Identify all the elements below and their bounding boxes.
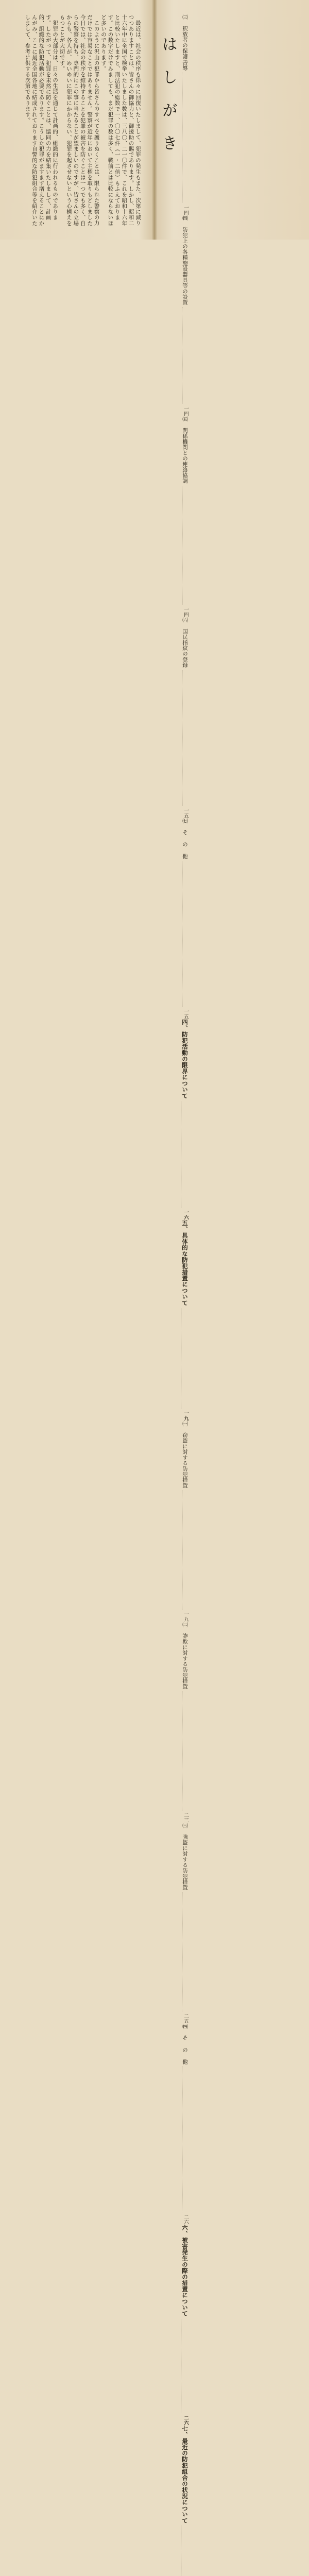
toc-list bbox=[179, 14, 189, 2576]
preface-paragraph: このように沢山の犯罪から皆さんのすべてを護りぬくことは、限られた警察の力だけでは容易なことではありません。警察が近年において主権を取りもどしました今日では、社会の秩序を維持することを犯罪の被害を防ぐことは一つでも多く、自らの警察を持ち、専門的にこの事に当たることが望ましいのですが、皆さんの立場からも、各人が、めいめいに犯罪にかからない、犯罪を起させないという心構えをもつことが大切です。 bbox=[59, 14, 100, 226]
toc-item bbox=[182, 617, 189, 818]
toc-item bbox=[181, 1220, 189, 1421]
toc-item bbox=[182, 818, 189, 1019]
toc-item-label: ㈣ 防犯上の各種施設器具等の設置 bbox=[182, 215, 188, 306]
toc-item-label: 七、最近の防犯組合の状況について bbox=[181, 2426, 188, 2524]
preface-paragraph: 犯罪の大部分は、日々の生活を通じて計画的、組織的に行われるものであります。したがって、犯罪を未然に防ぐことは、協同の力を結集いたしまして、計画的、組織的な防犯活動が必要であります。こうした犯罪がますます増えることにかんがみ、ここに最近全国各地に結成されております自警的な防犯組合等を紹介いたしまして、参考に供する次第であります。 bbox=[24, 14, 59, 226]
toc-item bbox=[182, 215, 189, 416]
toc-page-number: 一九 bbox=[183, 1411, 188, 1421]
toc-item bbox=[182, 416, 189, 617]
toc-page-number: 一六 bbox=[183, 1210, 188, 1220]
toc-leader-dots bbox=[182, 307, 186, 404]
toc-page-number: 二五 bbox=[183, 2013, 188, 2024]
toc-item bbox=[181, 1019, 189, 1220]
toc-page-number: 一四 bbox=[183, 607, 188, 617]
toc-item-label: ㈠ 窃盗に対する防犯措置 bbox=[182, 1421, 188, 1488]
toc-page-number: 一四 bbox=[183, 205, 188, 215]
toc-item bbox=[182, 2024, 189, 2225]
toc-item bbox=[181, 2225, 189, 2426]
toc-item bbox=[182, 1622, 189, 1823]
toc-page-number: 二三 bbox=[183, 1812, 188, 1823]
toc-page-number: 一九 bbox=[183, 1612, 188, 1622]
toc-leader-dots bbox=[182, 1691, 186, 1810]
toc-leader-dots bbox=[182, 73, 186, 203]
toc-page-number: 一四 bbox=[183, 406, 188, 416]
toc-page-number: 一五 bbox=[183, 1009, 188, 1019]
preface-body bbox=[18, 14, 141, 230]
toc-leader-dots bbox=[181, 1308, 186, 1409]
toc-item-label: ㈡ 詐欺に対する防犯措置 bbox=[182, 1622, 188, 1689]
toc-page-number: 一五 bbox=[183, 808, 188, 818]
toc-item-label: ㈥ 国民指紋の登録 bbox=[182, 617, 188, 668]
toc-leader-dots bbox=[182, 1490, 186, 1609]
toc-item bbox=[181, 2426, 189, 2576]
preface-heading: はしがき bbox=[159, 36, 177, 168]
left-page bbox=[0, 0, 153, 240]
toc-page-number: 二六 bbox=[183, 2214, 188, 2225]
preface-paragraph: 最近は、社会の秩序も徐々に回復いたしまして、犯罪の発生もまた、次第に減りつつありますことは、皆さんの御協力と、御援助の賜であります。しかし、昭和二十六年中に全国で検挙いたしました数は、三八〇、二一〇件で、これを昭和十六年と比較いたしますと、刑法犯の総数で一、〇〇七件（一・二倍）もふえております。この数字だけでみましても、まだ犯罪の数は多く、戦前とは比較にならないほど多いのであります。 bbox=[100, 14, 141, 226]
toc-item bbox=[182, 1823, 189, 2024]
toc-leader-dots bbox=[181, 1101, 186, 1208]
toc-item-label: ㈢ 釈放者の保護善導 bbox=[182, 14, 188, 71]
toc-item-label: 四、防犯活動の限界について bbox=[181, 1019, 188, 1099]
toc-item bbox=[182, 14, 189, 215]
toc-leader-dots bbox=[182, 2066, 186, 2212]
toc-leader-dots bbox=[181, 2319, 186, 2414]
toc-leader-dots bbox=[182, 486, 186, 605]
toc-page-number: 二六 bbox=[183, 2415, 188, 2426]
toc-leader-dots bbox=[181, 2526, 186, 2576]
toc-leader-dots bbox=[182, 1892, 186, 2011]
table-of-contents bbox=[179, 14, 189, 2524]
toc-item-label: ㈢ 強盗に対する防犯措置 bbox=[182, 1823, 188, 1890]
toc-item-label: 五、具体的な防犯措置について bbox=[181, 1220, 188, 1306]
right-page bbox=[156, 0, 309, 240]
toc-leader-dots bbox=[182, 670, 186, 806]
toc-item-label: ㈦ そ の 他 bbox=[182, 818, 188, 859]
toc-item-label: ㈣ そ の 他 bbox=[182, 2024, 188, 2065]
toc-leader-dots bbox=[182, 861, 186, 1007]
toc-item-label: ㈤ 関係機関との連絡協調 bbox=[182, 416, 188, 484]
toc-item-label: 六、被害発生の際の措置について bbox=[181, 2225, 188, 2317]
toc-item bbox=[182, 1421, 189, 1622]
